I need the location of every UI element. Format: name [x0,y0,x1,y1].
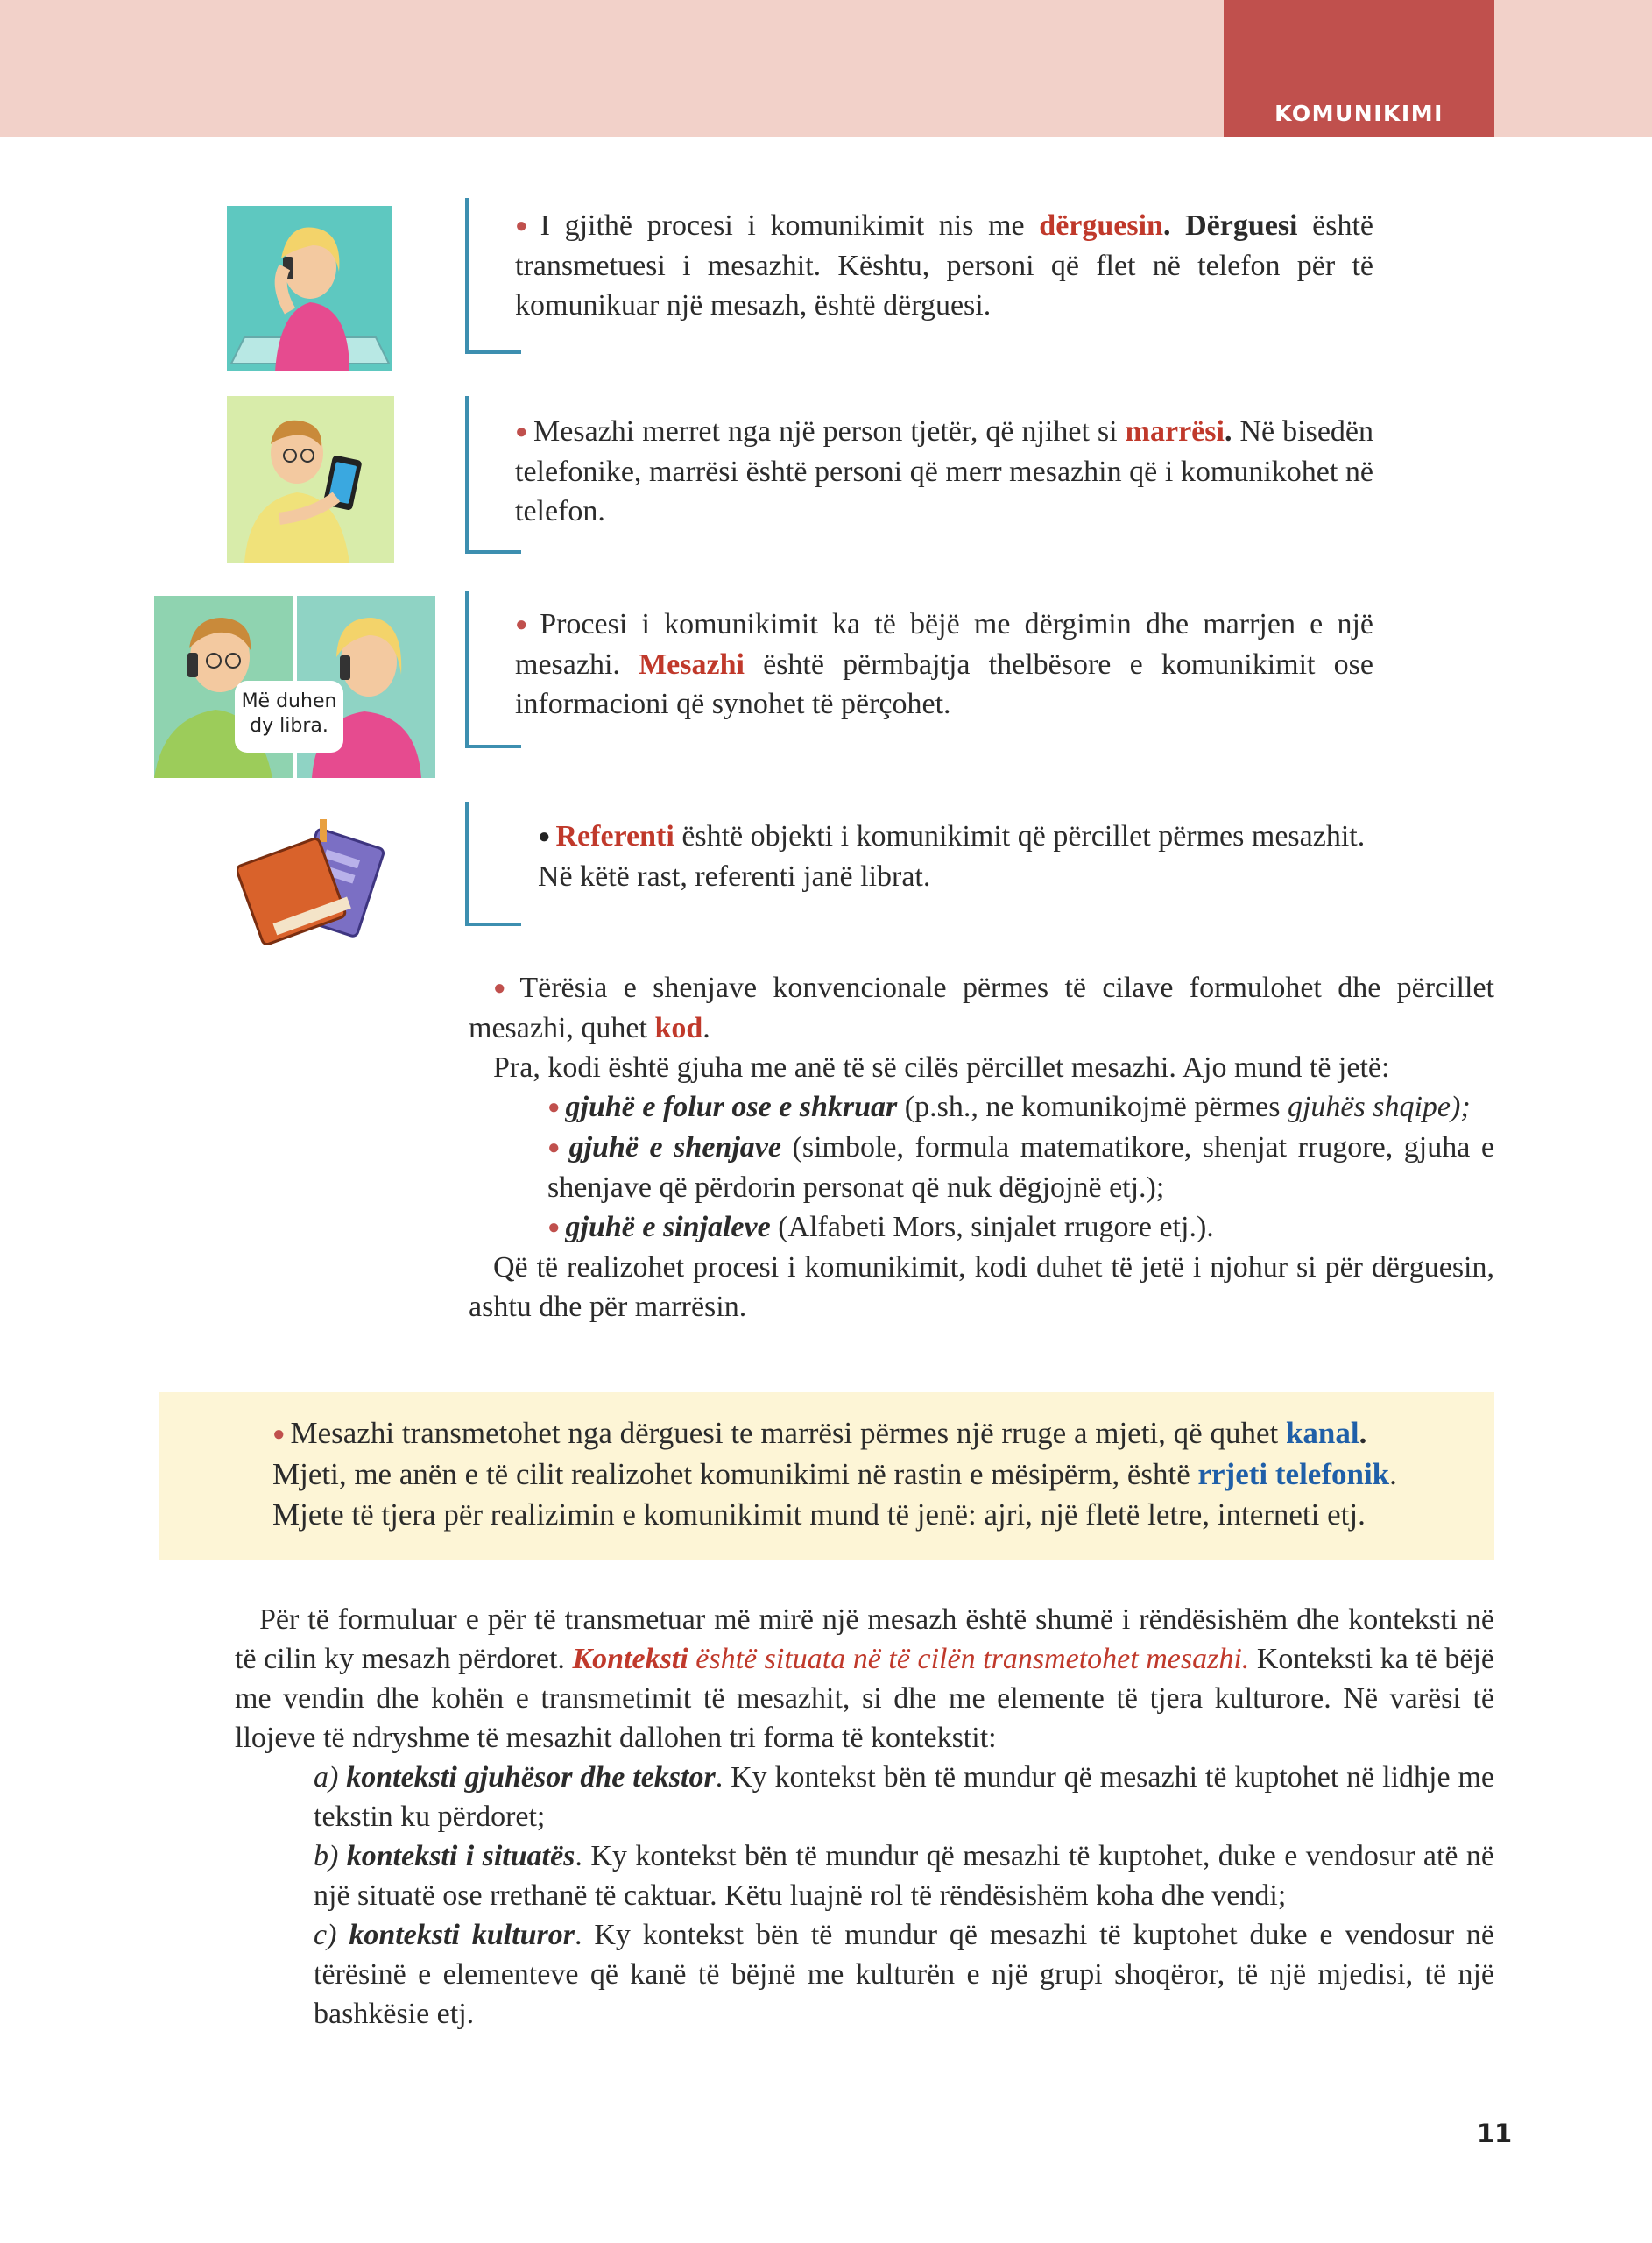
bullet-icon: ● [515,215,535,237]
man-smartphone-illustration [227,396,394,563]
code-section: ● Tërësia e shenjave konvencionale përmes të cilave formulohet dhe përcillet mesazhi, quhet kod. Pra, kodi është gjuha me anë të së cilës përcillet mesazhi. Ajo mund të jetë: ● gjuhë e folur ose e shkruar (p.sh., ne komunikojmë përmes gjuhës shqipe); ● gjuhë e shenjave (simbole, formula matematikore, shenjat rrugore, gjuha e shenjave që përdorin personat që nuk dëgjojnë etj.); ● gjuhë e sinjaleve (Alfabeti Mors, sinjalet rrugore etj.). Që të realizohet procesi i komunikimit, kodi duhet të jetë i njohur si për dërguesin, ashtu dhe për marrësin. [469,972,1494,1323]
bullet-icon: ● [493,977,515,1000]
sender-paragraph: ● I gjithë procesi i komunikimit nis me dërguesin. Dërguesi është transmetuesi i mesazhit. Kështu, personi që flet në telefon për të komunikuar një mesazh, është dërguesi. [515,209,1373,322]
channel-paragraph: ● Mesazhi transmetohet nga dërguesi te marrësi përmes një rruge a mjeti, që quhet kanal. Mjeti, me anën e të cilit realizohet komunikimi në rastin e mësipërm, është rrjeti telefonik. Mjete të tjera për realizimin e komunikimit mund të jenë: ajri, një fletë letre, interneti etj. [272,1416,1397,1532]
receiver-paragraph: ● Mesazhi merret nga një person tjetër, që njihet si marrësi. Në bisedën telefonike, marrësi është personi që merr mesazhin që i komunikohet në telefon. [515,415,1373,527]
bracket-referent [465,802,521,926]
bracket-receiver [465,396,521,554]
page-number: 11 [1476,2119,1513,2148]
books-illustration [237,819,390,951]
bracket-message [465,591,521,748]
bracket-sender [465,198,521,354]
bullet-icon: ● [538,825,551,848]
context-section: Për të formuluar e për të transmetuar më mirë një mesazh është shumë i rëndësishëm dhe konteksti në të cilin ky mesazh përdoret. Konteksti është situata në të cilën transmetohet mesazhi. Konteksti ka të bëjë me vendin dhe kohën e transmetimit të mesazhit, si dhe me elemente të tjera kulturore. Në varësi të llojeve të ndryshme të mesazhit dallohen tri forma të kontekstit: a) konteksti gjuhësor dhe tekstor. Ky kontekst bën të mundur që mesazhi të kuptohet në lidhje me tekstin ku përdoret; b) konteksti i situatës. Ky kontekst bën të mundur që mesazhi të kuptohet, duke e vendosur atë në një situatë ose rrethanë të caktuar. Këtu luajnë rol të rëndësishëm koha dhe vendi; c) konteksti kulturor. Ky kontekst bën të mundur që mesazhi të kuptohet duke e vendosur në tërësinë e elementeve që kanë të bëjnë me kulturën e një grupi shoqëror, të një mjedisi, të një bashkësie etj. [235,1603,1495,2030]
bullet-icon: ● [547,1096,561,1119]
bullet-icon: ● [547,1216,561,1239]
section-tab-label: KOMUNIKIMI [1274,101,1444,126]
message-paragraph: ● Procesi i komunikimit ka të bëjë me dërgimin dhe marrjen e një mesazhi. Mesazhi është përmbajtja thelbësore e komunikimit ose informacioni që synohet të përçohet. [515,608,1373,720]
bullet-icon: ● [515,421,529,443]
bullet-icon: ● [547,1136,564,1159]
section-tab [1224,0,1494,137]
speech-bubble: Më duhen dy libra. [235,681,343,753]
channel-box [159,1392,1494,1560]
bullet-icon: ● [515,613,535,636]
bullet-icon: ● [272,1423,286,1446]
referent-paragraph: ● Referenti është objekti i komunikimit që përcillet përmes mesazhit. Në këtë rast, referenti janë librat. [538,820,1366,893]
woman-phone-illustration [227,206,392,371]
